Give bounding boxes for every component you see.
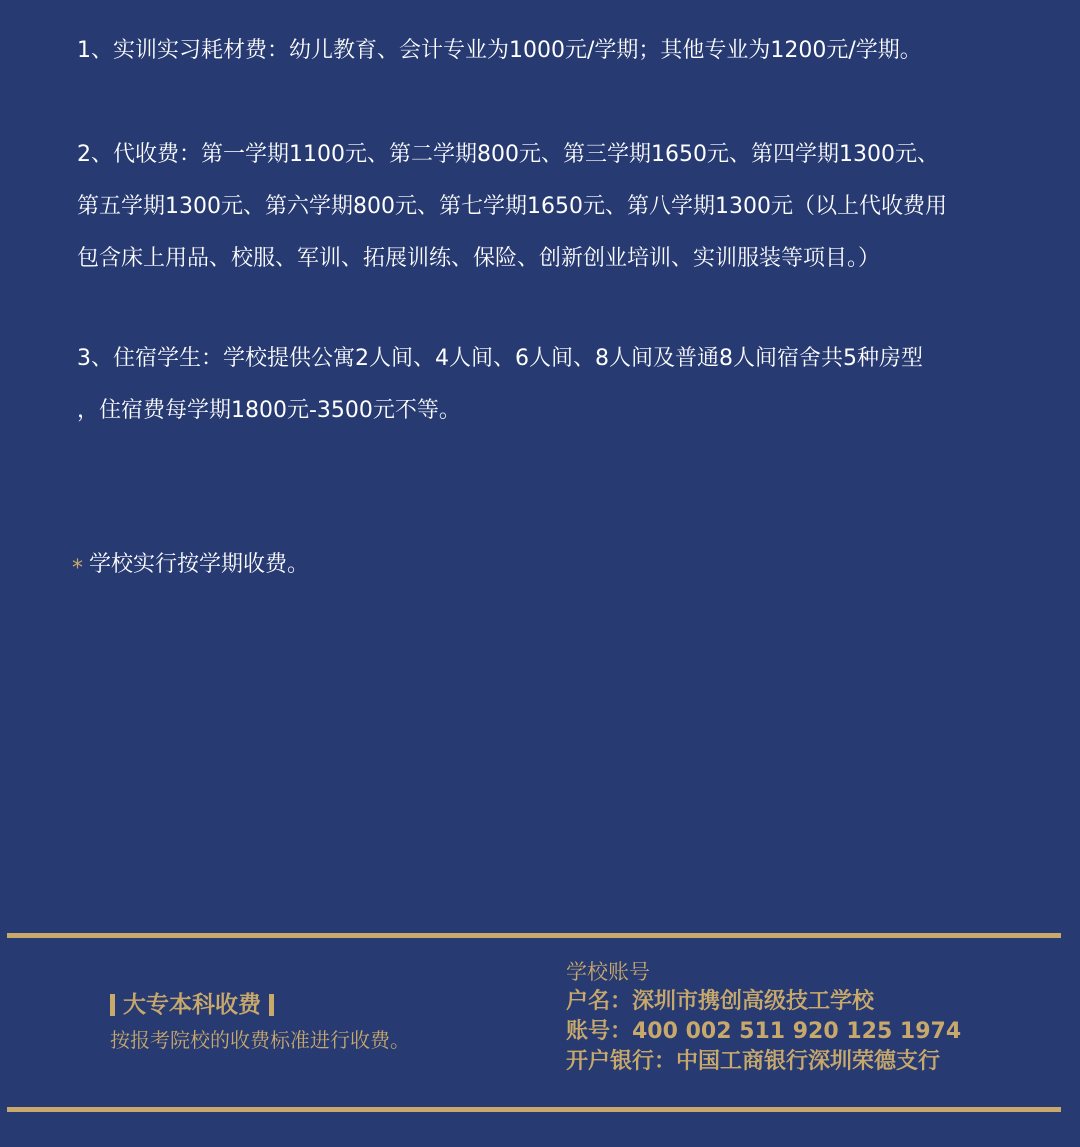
fee-item-line: 包含床上用品、校服、军训、拓展训练、保险、创新创业培训、实训服装等项目。） <box>77 246 881 271</box>
account-heading: 学校账号 <box>566 960 650 984</box>
college-fee-description: 按报考院校的收费标准进行收费。 <box>110 1028 410 1052</box>
fee-item-line: 3、住宿学生：学校提供公寓2人间、4人间、6人间、8人间及普通8人间宿舍共5种房型 <box>77 346 923 371</box>
fee-item-training-materials <box>77 25 1017 77</box>
fee-item-accommodation <box>77 333 1017 437</box>
account-number: 账号：400 002 511 920 125 1974 <box>566 1019 962 1044</box>
fee-item-line: ，住宿费每学期1800元-3500元不等。 <box>77 398 461 423</box>
note-text: 学校实行按学期收费。 <box>89 552 310 577</box>
semester-billing-note <box>72 543 309 587</box>
account-name: 户名：深圳市携创高级技工学校 <box>566 989 875 1014</box>
bar-decoration-icon <box>269 994 274 1016</box>
fee-item-line: 1、实训实习耗材费：幼儿教育、会计专业为1000元/学期；其他专业为1200元/学期。 <box>77 38 922 63</box>
fee-item-line: 第五学期1300元、第六学期800元、第七学期1650元、第八学期1300元（以上代收费用 <box>77 194 947 219</box>
school-account-section <box>566 957 961 1077</box>
college-fee-title <box>110 988 410 1022</box>
account-bank: 开户银行：中国工商银行深圳荣德支行 <box>566 1049 941 1074</box>
asterisk-icon: * <box>72 556 83 581</box>
college-fee-section <box>110 988 410 1056</box>
fee-item-collected-fees <box>77 129 1017 285</box>
fee-item-line: 2、代收费：第一学期1100元、第二学期800元、第三学期1650元、第四学期1300元、 <box>77 142 939 167</box>
college-fee-title-text: 大专本科收费 <box>123 992 261 1018</box>
divider <box>7 933 1061 938</box>
bar-decoration-icon <box>110 994 115 1016</box>
divider <box>7 1107 1061 1112</box>
